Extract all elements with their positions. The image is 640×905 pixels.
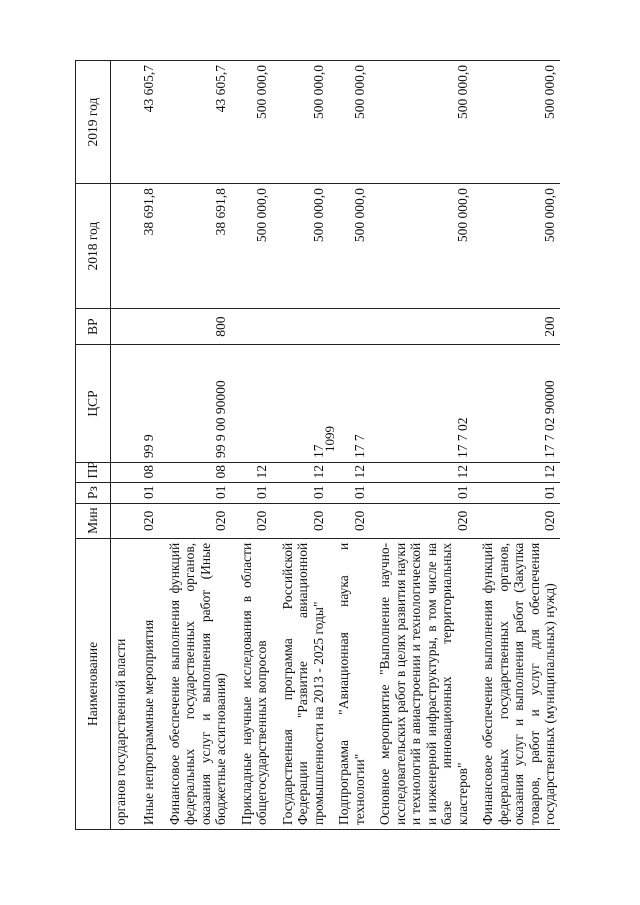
- row-name: Подпрограмма "Авиационная наука и технологии": [328, 538, 369, 829]
- row-vr: [133, 309, 159, 345]
- row-2018: 500 000,0: [328, 184, 369, 309]
- row-pr: 08: [133, 462, 159, 483]
- table-row: [272, 61, 329, 830]
- row-csr: 99 9 00 90000: [159, 345, 231, 463]
- row-min: 020: [328, 503, 369, 538]
- row-rz: 01: [159, 483, 231, 504]
- row-vr: [231, 309, 272, 345]
- table-row: [159, 61, 231, 830]
- row-rz: 01: [133, 483, 159, 504]
- row-name: Финансовое обеспечение выполнения функций федеральных государственных органов, оказания услуг и выполнения работ (Иные бюджетные ассигнования): [159, 538, 231, 829]
- row-vr: [369, 309, 472, 345]
- row-vr: [272, 309, 329, 345]
- row-csr: 99 9: [133, 345, 159, 463]
- header-name: Наименование: [76, 538, 111, 829]
- row-rz: 01: [231, 483, 272, 504]
- row-name: Основное мероприятие "Выполнение научно-исследовательских работ в целях развития науки и технологий в авиастроении и технологической и инженерной инфраструктуры, в том числе на базе инновационных территориальных кластеров": [369, 538, 472, 829]
- row-vr: [111, 309, 134, 345]
- row-2018: [111, 184, 134, 309]
- row-vr: 800: [159, 309, 231, 345]
- row-min: 020: [159, 503, 231, 538]
- row-min: 020: [133, 503, 159, 538]
- budget-table: [75, 60, 560, 830]
- page-number: 1099: [322, 426, 337, 452]
- row-2018: 38 691,8: [159, 184, 231, 309]
- row-vr: [328, 309, 369, 345]
- row-min: [111, 503, 134, 538]
- row-pr: 12: [272, 462, 329, 483]
- row-2019: 43 605,7: [159, 61, 231, 184]
- row-name: Иные непрограммные мероприятия: [133, 538, 159, 829]
- header-rz: Рз: [76, 483, 111, 504]
- row-2018: 500 000,0: [272, 184, 329, 309]
- row-name: Прикладные научные исследования в области общегосударственных вопросов: [231, 538, 272, 829]
- header-vr: ВР: [76, 309, 111, 345]
- row-2018: 500 000,0: [472, 184, 560, 309]
- row-csr: [111, 345, 134, 463]
- row-pr: 12: [472, 462, 560, 483]
- row-pr: [111, 462, 134, 483]
- row-rz: 01: [472, 483, 560, 504]
- row-min: 020: [272, 503, 329, 538]
- table-row: [133, 61, 159, 830]
- row-2018: 500 000,0: [369, 184, 472, 309]
- row-name: Государственная программа Российской Федерации "Развитие авиационной промышленности на 2013 - 2025 годы": [272, 538, 329, 829]
- row-csr: 17: [272, 345, 329, 463]
- row-2019: 500 000,0: [369, 61, 472, 184]
- header-pr: ПР: [76, 462, 111, 483]
- row-2018: 500 000,0: [231, 184, 272, 309]
- row-2019: 43 605,7: [133, 61, 159, 184]
- row-min: 020: [472, 503, 560, 538]
- row-rz: [111, 483, 134, 504]
- row-name: Финансовое обеспечение выполнения функций федеральных государственных органов, оказания услуг и выполнения работ (Закупка товаров, работ и услуг для обеспечения государственных (муниципальных) нужд): [472, 538, 560, 829]
- row-rz: 01: [369, 483, 472, 504]
- header-2019: 2019 год: [76, 61, 111, 184]
- row-pr: 12: [231, 462, 272, 483]
- table-row: [231, 61, 272, 830]
- row-csr: 17 7 02 90000: [472, 345, 560, 463]
- row-csr: 17 7 02: [369, 345, 472, 463]
- row-min: 020: [369, 503, 472, 538]
- row-vr: 200: [472, 309, 560, 345]
- row-csr: 17 7: [328, 345, 369, 463]
- row-2019: 500 000,0: [472, 61, 560, 184]
- row-pr: 12: [328, 462, 369, 483]
- table-row: [328, 61, 369, 830]
- row-min: 020: [231, 503, 272, 538]
- row-2019: 500 000,0: [231, 61, 272, 184]
- table-row: [472, 61, 560, 830]
- row-2019: [111, 61, 134, 184]
- table-row: [111, 61, 134, 830]
- table-header-row: [76, 61, 111, 830]
- header-min: Мин: [76, 503, 111, 538]
- row-2019: 500 000,0: [328, 61, 369, 184]
- row-rz: 01: [272, 483, 329, 504]
- row-name: органов государственной власти: [111, 538, 134, 829]
- budget-table-sheet: [75, 60, 565, 830]
- header-2018: 2018 год: [76, 184, 111, 309]
- table-row: [369, 61, 472, 830]
- header-csr: ЦСР: [76, 345, 111, 463]
- row-2018: 38 691,8: [133, 184, 159, 309]
- row-2019: 500 000,0: [272, 61, 329, 184]
- row-pr: 08: [159, 462, 231, 483]
- row-csr: [231, 345, 272, 463]
- row-rz: 01: [328, 483, 369, 504]
- row-pr: 12: [369, 462, 472, 483]
